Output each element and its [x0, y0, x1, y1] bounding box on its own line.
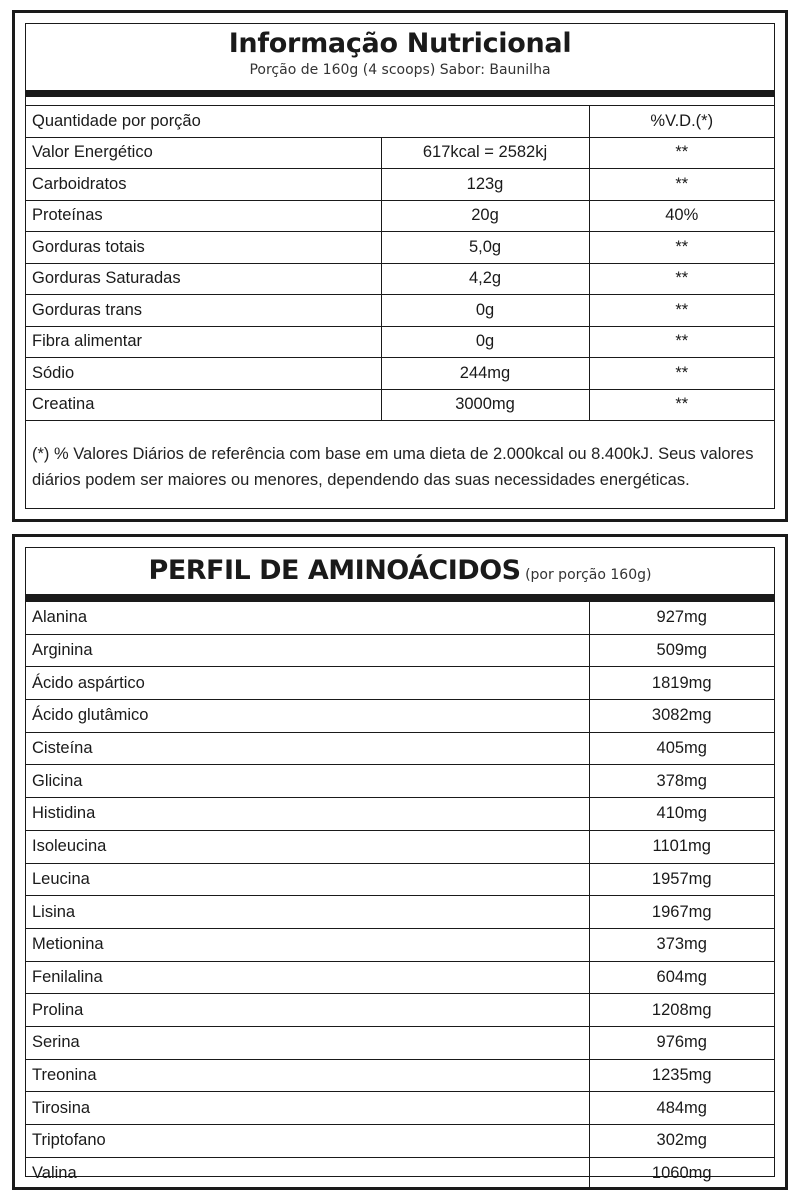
amino-name: Tirosina [26, 1092, 589, 1125]
amino-name: Fenilalina [26, 961, 589, 994]
nutrition-row [26, 232, 774, 264]
nutrient-name: Fibra alimentar [26, 326, 381, 358]
nutrition-table [26, 105, 774, 421]
amino-value: 1819mg [589, 667, 774, 700]
amino-title: PERFIL DE AMINOÁCIDOS [148, 555, 521, 586]
amino-value: 1957mg [589, 863, 774, 896]
amino-value: 405mg [589, 732, 774, 765]
nutrient-amount: 123g [381, 169, 589, 201]
amino-name: Serina [26, 1026, 589, 1059]
amino-name: Triptofano [26, 1125, 589, 1158]
nutrition-subtitle: Porção de 160g (4 scoops) Sabor: Baunilha [249, 62, 551, 78]
nutrient-name: Gorduras Saturadas [26, 263, 381, 295]
amino-value: 1967mg [589, 896, 774, 929]
amino-row [26, 1059, 774, 1092]
nutrient-vd: ** [589, 295, 774, 327]
amino-row [26, 732, 774, 765]
amino-row [26, 830, 774, 863]
amino-name: Lisina [26, 896, 589, 929]
amino-value: 378mg [589, 765, 774, 798]
amino-row [26, 896, 774, 929]
nutrient-vd: ** [589, 326, 774, 358]
nutrition-row [26, 295, 774, 327]
amino-value: 976mg [589, 1026, 774, 1059]
nutrient-vd: ** [589, 358, 774, 390]
amino-name: Treonina [26, 1059, 589, 1092]
nutrition-panel [12, 10, 788, 522]
amino-row [26, 602, 774, 635]
nutrition-header [26, 24, 774, 82]
nutrient-vd: 40% [589, 200, 774, 232]
amino-name: Histidina [26, 798, 589, 831]
amino-value: 373mg [589, 928, 774, 961]
amino-value: 604mg [589, 961, 774, 994]
nutrition-row [26, 169, 774, 201]
header-quantity-label: Quantidade por porção [26, 106, 589, 138]
nutrition-header-row [26, 106, 774, 138]
nutrient-vd: ** [589, 169, 774, 201]
nutrient-amount: 5,0g [381, 232, 589, 264]
header-vd-label: %V.D.(*) [589, 106, 774, 138]
amino-name: Isoleucina [26, 830, 589, 863]
amino-name: Metionina [26, 928, 589, 961]
amino-value: 302mg [589, 1125, 774, 1158]
amino-row [26, 765, 774, 798]
amino-value: 509mg [589, 634, 774, 667]
amino-row [26, 798, 774, 831]
amino-value: 484mg [589, 1092, 774, 1125]
nutrition-title: Informação Nutricional [228, 28, 572, 59]
amino-row [26, 634, 774, 667]
nutrient-amount: 20g [381, 200, 589, 232]
amino-name: Arginina [26, 634, 589, 667]
amino-row [26, 1092, 774, 1125]
amino-panel [12, 534, 788, 1190]
amino-name: Cisteína [26, 732, 589, 765]
amino-subtitle: (por porção 160g) [525, 567, 652, 583]
amino-divider [26, 594, 774, 601]
nutrient-name: Proteínas [26, 200, 381, 232]
amino-value: 1060mg [589, 1157, 774, 1190]
amino-table [26, 601, 774, 1190]
amino-name: Prolina [26, 994, 589, 1027]
amino-panel-inner [25, 547, 775, 1183]
nutrient-vd: ** [589, 232, 774, 264]
amino-row [26, 928, 774, 961]
nutrient-vd: ** [589, 263, 774, 295]
nutrition-row [26, 389, 774, 421]
amino-value: 410mg [589, 798, 774, 831]
nutrition-row [26, 358, 774, 390]
nutrition-row [26, 326, 774, 358]
amino-row [26, 667, 774, 700]
amino-value: 1101mg [589, 830, 774, 863]
nutrient-amount: 617kcal = 2582kj [381, 137, 589, 169]
nutrition-footnote: (*) % Valores Diários de referência com base em uma dieta de 2.000kcal ou 8.400kJ. Seus valores diários podem ser maiores ou menores, dependendo das suas necessidades energéticas. [32, 445, 754, 489]
nutrient-amount: 3000mg [381, 389, 589, 421]
amino-name: Leucina [26, 863, 589, 896]
nutrient-amount: 244mg [381, 358, 589, 390]
nutrition-table-body [26, 106, 774, 421]
nutrition-row [26, 137, 774, 169]
nutrient-name: Carboidratos [26, 169, 381, 201]
amino-name: Valina [26, 1157, 589, 1190]
amino-value: 927mg [589, 602, 774, 635]
amino-table-body [26, 602, 774, 1190]
amino-name: Ácido aspártico [26, 667, 589, 700]
nutrient-name: Valor Energético [26, 137, 381, 169]
amino-value: 3082mg [589, 700, 774, 733]
nutrient-name: Gorduras totais [26, 232, 381, 264]
nutrient-name: Sódio [26, 358, 381, 390]
amino-row [26, 700, 774, 733]
nutrient-vd: ** [589, 137, 774, 169]
nutrient-vd: ** [589, 389, 774, 421]
amino-row [26, 994, 774, 1027]
amino-name: Alanina [26, 602, 589, 635]
nutrient-amount: 0g [381, 295, 589, 327]
nutrient-amount: 4,2g [381, 263, 589, 295]
amino-row [26, 961, 774, 994]
amino-row [26, 1157, 774, 1190]
amino-row [26, 1026, 774, 1059]
amino-name: Glicina [26, 765, 589, 798]
amino-row [26, 863, 774, 896]
amino-row [26, 1125, 774, 1158]
amino-value: 1208mg [589, 994, 774, 1027]
nutrition-row [26, 200, 774, 232]
amino-header [26, 548, 774, 594]
nutrient-name: Creatina [26, 389, 381, 421]
nutrient-name: Gorduras trans [26, 295, 381, 327]
nutrition-divider [26, 90, 774, 97]
nutrient-amount: 0g [381, 326, 589, 358]
nutrition-row [26, 263, 774, 295]
amino-name: Ácido glutâmico [26, 700, 589, 733]
nutrition-panel-inner [25, 23, 775, 509]
amino-value: 1235mg [589, 1059, 774, 1092]
